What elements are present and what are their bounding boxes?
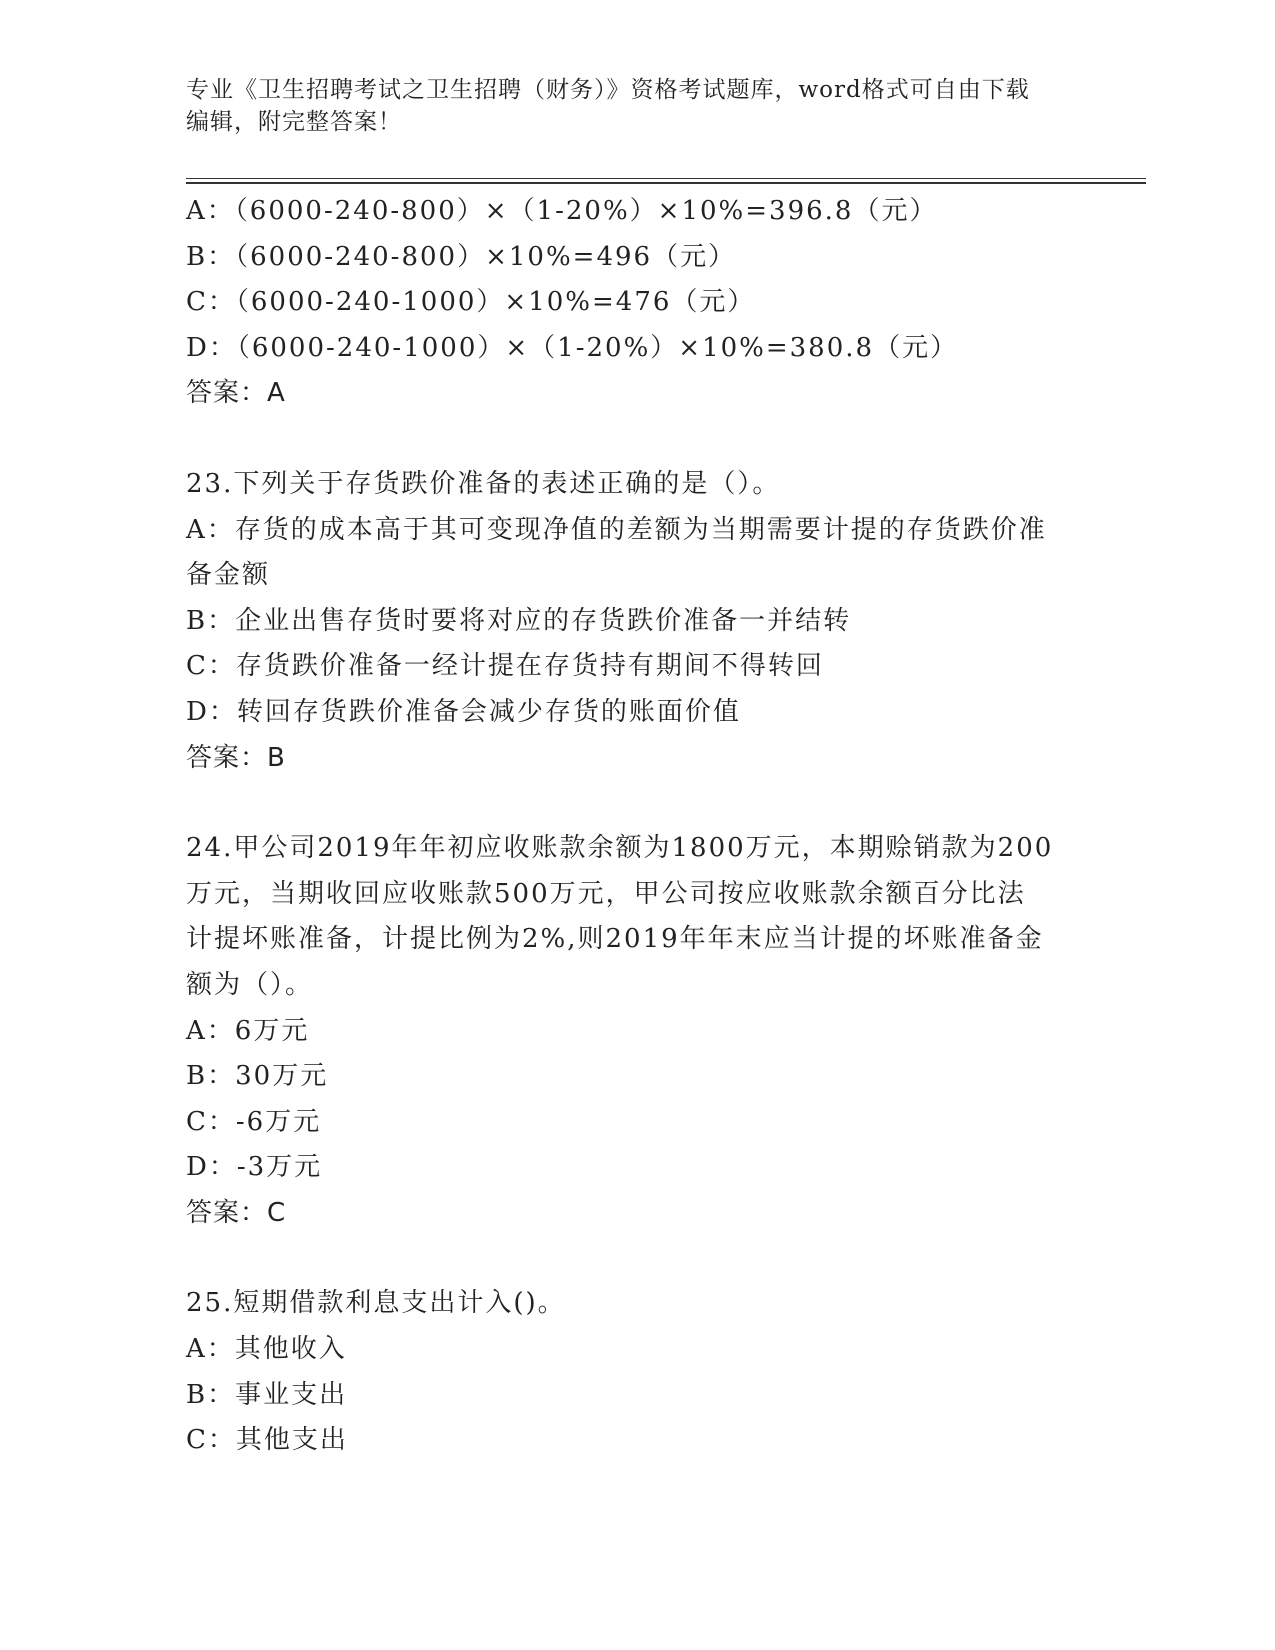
spacer <box>186 1236 1086 1281</box>
q23-option-a-line-1: A：存货的成本高于其可变现净值的差额为当期需要计提的存货跌价准 <box>186 514 1047 545</box>
q24-option-a: A：6万元 <box>186 1015 310 1046</box>
header-line-2: 编辑，附完整答案！ <box>186 109 402 135</box>
q24-option-c: C：-6万元 <box>186 1106 322 1137</box>
q25-question: 25.短期借款利息支出计入()。 <box>186 1288 566 1319</box>
spacer <box>186 781 1086 826</box>
question-25 <box>186 1281 1086 1463</box>
q23-question: 23.下列关于存货跌价准备的表述正确的是（）。 <box>186 468 781 499</box>
q24-answer: 答案：C <box>186 1197 287 1228</box>
q23-option-d: D：转回存货跌价准备会减少存货的账面价值 <box>186 696 741 727</box>
q22-option-c: C：（6000-240-1000）×10%=476（元） <box>186 287 756 318</box>
question-22 <box>186 189 1086 417</box>
question-list <box>186 189 1086 1464</box>
question-24 <box>186 826 1086 1236</box>
q23-option-b: B：企业出售存货时要将对应的存货跌价准备一并结转 <box>186 605 852 636</box>
q22-option-a: A：（6000-240-800）×（1-20%）×10%=396.8（元） <box>186 196 938 226</box>
question-23 <box>186 462 1086 781</box>
q24-question-line-2: 万元，当期收回应收账款500万元，甲公司按应收账款余额百分比法 <box>186 878 1026 909</box>
header-line-1: 专业《卫生招聘考试之卫生招聘（财务）》资格考试题库，word格式可自由下载 <box>186 77 1030 103</box>
q24-question-line-1: 24.甲公司2019年年初应收账款余额为1800万元，本期赊销款为200 <box>186 833 1054 864</box>
header-divider-thick <box>186 182 1146 184</box>
q25-option-b: B：事业支出 <box>186 1379 348 1410</box>
document-header <box>186 74 1066 138</box>
header-divider-thin <box>186 178 1146 179</box>
q23-option-c: C：存货跌价准备一经计提在存货持有期间不得转回 <box>186 651 824 682</box>
q24-question-line-3: 计提坏账准备，计提比例为2%,则2019年年末应当计提的坏账准备金 <box>186 924 1044 955</box>
q24-question-line-4: 额为（）。 <box>186 969 314 1000</box>
spacer <box>186 417 1086 462</box>
q24-option-d: D：-3万元 <box>186 1152 323 1183</box>
q25-option-a: A：其他收入 <box>186 1334 347 1365</box>
q22-option-d: D：（6000-240-1000）×（1-20%）×10%=380.8（元） <box>186 332 959 363</box>
q22-answer: 答案：A <box>186 378 286 409</box>
q22-option-b: B：（6000-240-800）×10%=496（元） <box>186 241 737 272</box>
q23-option-a-line-2: 备金额 <box>186 560 271 591</box>
q25-option-c: C：其他支出 <box>186 1425 348 1456</box>
q24-option-b: B：30万元 <box>186 1061 329 1092</box>
q23-answer: 答案：B <box>186 742 286 773</box>
